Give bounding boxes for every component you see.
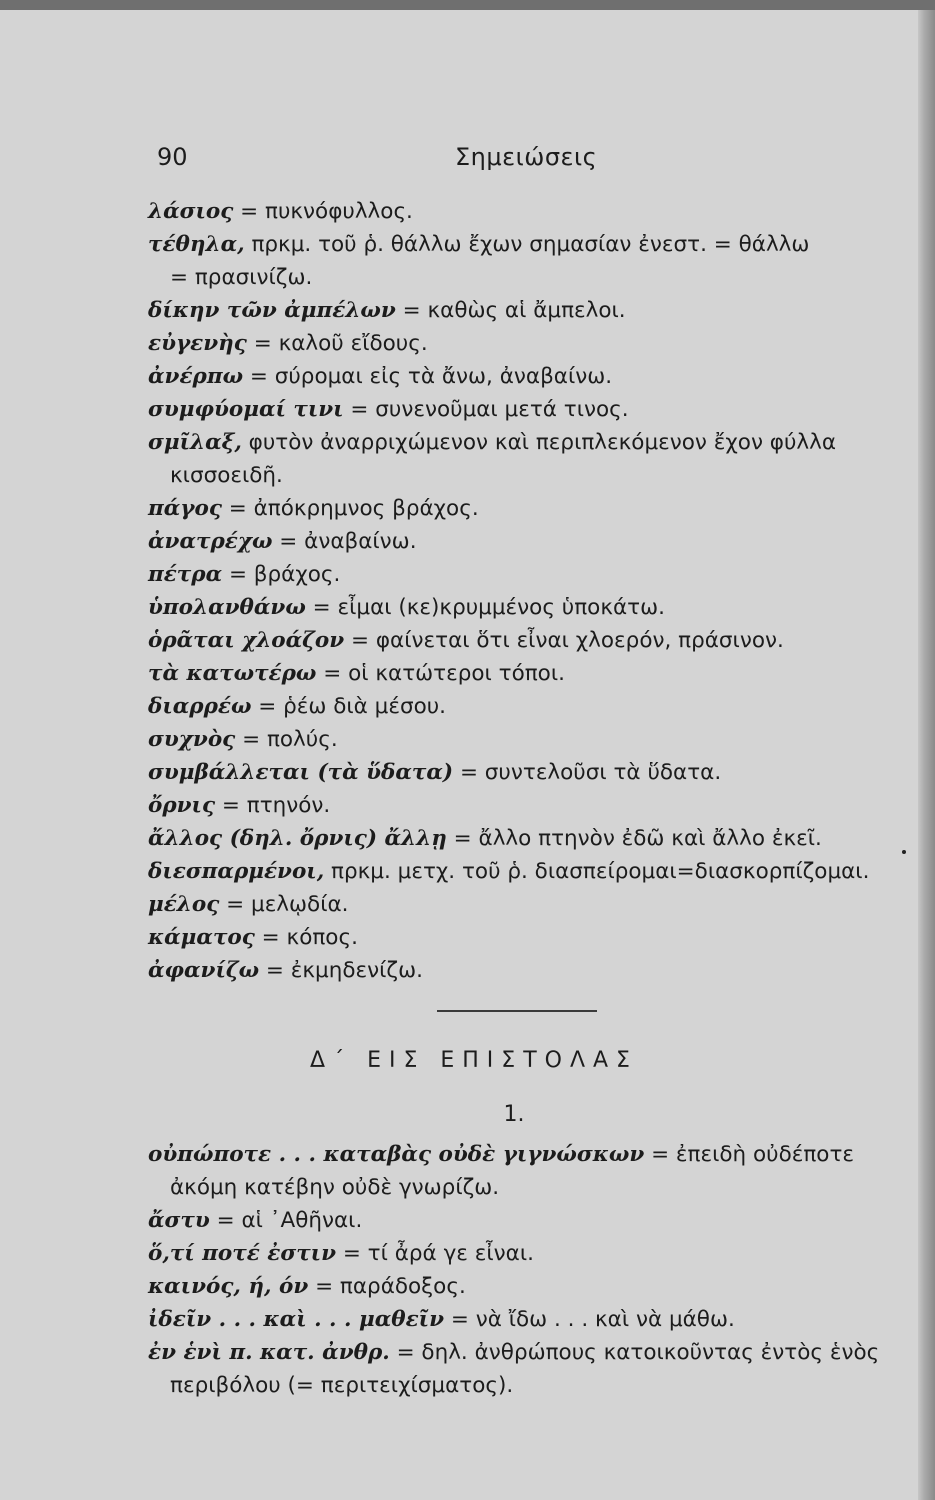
entry-term: ὑπολανθάνω xyxy=(148,595,306,620)
glossary-entry xyxy=(148,426,888,492)
entry-gloss: = βράχος. xyxy=(222,562,341,587)
glossary-entry xyxy=(148,921,888,954)
glossary-entry xyxy=(148,327,888,360)
entry-term: ἐν ἑνὶ π. κατ. ἀνθρ. xyxy=(148,1340,390,1365)
entry-gloss: = ἐκμηδενίζω. xyxy=(259,958,423,983)
entry-term: ὁρᾶται χλοάζον xyxy=(148,628,345,653)
entry-term: διαρρέω xyxy=(148,694,252,719)
glossary-entry xyxy=(148,690,888,723)
glossary-entry xyxy=(148,195,888,228)
entry-gloss: = τί ἆρά γε εἶναι. xyxy=(336,1241,534,1266)
entry-gloss: = δηλ. ἀνθρώπους κατοικοῦντας ἐντὸς ἑνὸς xyxy=(389,1340,880,1365)
entry-gloss: = ἐπειδὴ οὐδέποτε xyxy=(644,1142,855,1167)
entry-gloss: = κόπος. xyxy=(254,925,358,950)
entry-term: συμβάλλεται (τὰ ὕδατα) xyxy=(148,760,454,785)
entry-term: διεσπαρμένοι, xyxy=(148,859,325,884)
running-title: Σημειώσεις xyxy=(455,143,598,171)
glossary-entry xyxy=(148,1270,898,1303)
entry-term: ἄλλος (δηλ. ὄρνις) ἄλλῃ xyxy=(148,826,447,851)
glossary-entry xyxy=(148,1204,898,1237)
entry-gloss: = σύρομαι εἰς τὰ ἄνω, ἀναβαίνω. xyxy=(243,364,613,389)
glossary-entry xyxy=(148,1336,898,1402)
glossary-entry xyxy=(148,1237,898,1270)
page-edge-shadow xyxy=(918,10,935,1500)
glossary-list xyxy=(148,195,888,987)
glossary-entry xyxy=(148,525,888,558)
page-number: 90 xyxy=(157,143,188,171)
entry-gloss: = οἱ κατώτεροι τόποι. xyxy=(316,661,565,686)
section-divider xyxy=(437,1010,597,1012)
glossary-entry xyxy=(148,888,888,921)
entry-term: κάματος xyxy=(148,925,255,950)
scan-border xyxy=(0,0,935,10)
entry-continuation: = πρασινίζω. xyxy=(170,265,313,290)
entry-term: ἰδεῖν . . . καὶ . . . μαθεῖν xyxy=(148,1307,445,1332)
glossary-entry xyxy=(148,294,888,327)
entry-term: δίκην τῶν ἀμπέλων xyxy=(148,298,396,323)
glossary-entry xyxy=(148,591,888,624)
entry-gloss: φυτὸν ἀναρριχώμενον καὶ περιπλεκόμενον ἔχον φύλλα xyxy=(241,430,837,455)
glossary-entry xyxy=(148,624,888,657)
glossary-entry xyxy=(148,1138,898,1204)
glossary-entry xyxy=(148,855,888,888)
entry-gloss: πρκμ. μετχ. τοῦ ῥ. διασπείρομαι=διασκορπίζομαι. xyxy=(324,859,870,884)
entry-gloss: πρκμ. τοῦ ῥ. θάλλω ἔχων σημασίαν ἐνεστ. = θάλλω xyxy=(244,232,810,257)
entry-term: τέθηλα, xyxy=(148,232,245,257)
glossary-entry xyxy=(148,756,888,789)
entry-gloss: = συνενοῦμαι μετά τινος. xyxy=(343,397,629,422)
glossary-list-letters xyxy=(148,1138,898,1402)
entry-term: καινός, ή, όν xyxy=(148,1274,309,1299)
entry-gloss: = φαίνεται ὅτι εἶναι χλοερόν, πράσινον. xyxy=(344,628,784,653)
entry-gloss: = ῥέω διὰ μέσου. xyxy=(251,694,447,719)
glossary-entry xyxy=(148,723,888,756)
entry-term: πέτρα xyxy=(148,562,223,587)
glossary-entry xyxy=(148,228,888,294)
entry-gloss: = ἄλλο πτηνὸν ἐδῶ καὶ ἄλλο ἐκεῖ. xyxy=(446,826,822,851)
entry-term: μέλος xyxy=(148,892,220,917)
glossary-entry xyxy=(148,360,888,393)
entry-continuation: περιβόλου (= περιτειχίσματος). xyxy=(170,1373,514,1398)
glossary-entry xyxy=(148,558,888,591)
page-header xyxy=(157,135,897,175)
entry-gloss: = συντελοῦσι τὰ ὕδατα. xyxy=(453,760,722,785)
entry-term: συμφύομαί τινι xyxy=(148,397,344,422)
entry-gloss: = καλοῦ εἴδους. xyxy=(246,331,428,356)
entry-term: λάσιος xyxy=(148,199,234,224)
entry-term: ὅ,τί ποτέ ἐστιν xyxy=(148,1241,336,1266)
entry-gloss: = πολύς. xyxy=(235,727,338,752)
entry-gloss: = παράδοξος. xyxy=(308,1274,466,1299)
entry-continuation: ἀκόμη κατέβην οὐδὲ γνωρίζω. xyxy=(170,1175,500,1200)
section-heading: Δ΄ ΕΙΣ ΕΠΙΣΤΟΛΑΣ xyxy=(310,1048,638,1073)
section-number: 1. xyxy=(503,1102,525,1127)
entry-gloss: = ἀναβαίνω. xyxy=(272,529,417,554)
entry-gloss: = αἱ ᾿Αθῆναι. xyxy=(209,1208,363,1233)
glossary-entry xyxy=(148,492,888,525)
entry-gloss: = πυκνόφυλλος. xyxy=(233,199,413,224)
entry-term: ἀφανίζω xyxy=(148,958,260,983)
entry-gloss: = μελῳδία. xyxy=(219,892,349,917)
glossary-entry xyxy=(148,789,888,822)
book-page xyxy=(0,10,918,1500)
ink-dot xyxy=(902,850,906,854)
glossary-entry xyxy=(148,657,888,690)
glossary-entry xyxy=(148,954,888,987)
entry-term: ἀνατρέχω xyxy=(148,529,273,554)
entry-term: ἄστυ xyxy=(148,1208,210,1233)
entry-gloss: = εἶμαι (κε)κρυμμένος ὑποκάτω. xyxy=(305,595,665,620)
entry-gloss: = καθὼς αἱ ἄμπελοι. xyxy=(395,298,626,323)
glossary-entry xyxy=(148,1303,898,1336)
entry-term: ἀνέρπω xyxy=(148,364,244,389)
entry-term: οὐπώποτε . . . καταβὰς οὐδὲ γιγνώσκων xyxy=(148,1142,645,1167)
glossary-entry xyxy=(148,822,888,855)
entry-term: συχνὸς xyxy=(148,727,236,752)
entry-term: τὰ κατωτέρω xyxy=(148,661,317,686)
entry-term: σμῖλαξ, xyxy=(148,430,242,455)
entry-gloss: = πτηνόν. xyxy=(215,793,331,818)
entry-gloss: = ἀπόκρημνος βράχος. xyxy=(221,496,479,521)
entry-term: ὄρνις xyxy=(148,793,216,818)
entry-term: πάγος xyxy=(148,496,222,521)
glossary-entry xyxy=(148,393,888,426)
entry-continuation: κισσοειδῆ. xyxy=(170,463,283,488)
entry-gloss: = νὰ ἴδω . . . καὶ νὰ μάθω. xyxy=(444,1307,735,1332)
entry-term: εὐγενὴς xyxy=(148,331,247,356)
